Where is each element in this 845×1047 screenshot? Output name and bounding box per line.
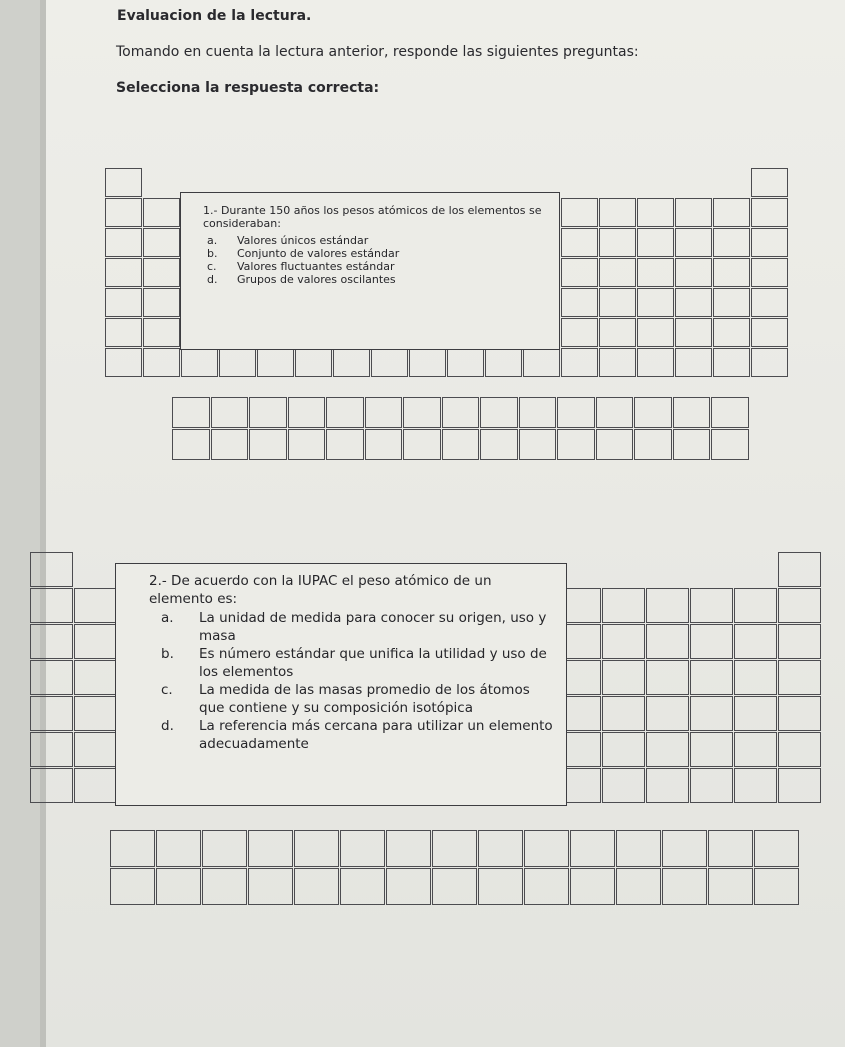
element-cell	[675, 288, 712, 317]
element-cell	[105, 348, 142, 377]
f-block-cell	[442, 429, 480, 460]
element-cell	[105, 258, 142, 287]
f-block-cell	[662, 868, 707, 905]
page-margin-line	[40, 0, 46, 1047]
element-cell	[105, 198, 142, 227]
element-cell	[637, 348, 674, 377]
option-letter: a.	[161, 610, 174, 626]
option-letter: d.	[207, 273, 218, 286]
question-2-option-d[interactable]	[161, 717, 556, 753]
f-block-cell	[711, 429, 749, 460]
element-cell	[778, 768, 821, 803]
element-cell	[637, 288, 674, 317]
f-block-cell	[480, 397, 518, 428]
question-1-stem: 1.- Durante 150 años los pesos atómicos de los elementos se consideraban:	[203, 204, 542, 230]
element-cell	[734, 624, 777, 659]
element-cell	[602, 588, 645, 623]
element-cell	[675, 258, 712, 287]
element-cell	[74, 768, 117, 803]
element-cell	[143, 288, 180, 317]
element-cell	[599, 288, 636, 317]
f-block-cell	[249, 429, 287, 460]
element-cell	[523, 348, 560, 377]
element-cell	[734, 696, 777, 731]
element-cell	[561, 198, 598, 227]
option-text: Grupos de valores oscilantes	[237, 273, 396, 286]
element-cell	[485, 348, 522, 377]
f-block-cell	[432, 868, 477, 905]
f-block-cell	[340, 868, 385, 905]
option-letter: c.	[161, 682, 173, 698]
element-cell	[690, 588, 733, 623]
element-cell	[561, 318, 598, 347]
element-cell	[778, 696, 821, 731]
question-2-stem: 2.- De acuerdo con la IUPAC el peso atómico de un elemento es:	[149, 573, 492, 607]
f-block-cell	[172, 397, 210, 428]
element-cell	[30, 624, 73, 659]
element-cell	[602, 768, 645, 803]
element-cell	[713, 288, 750, 317]
element-cell	[778, 624, 821, 659]
f-block-cell	[616, 830, 661, 867]
f-block-cell	[248, 868, 293, 905]
element-cell	[602, 732, 645, 767]
option-letter: b.	[161, 646, 174, 662]
element-cell	[599, 318, 636, 347]
f-block-cell	[110, 868, 155, 905]
element-cell	[675, 198, 712, 227]
f-block-cell	[432, 830, 477, 867]
element-cell	[30, 588, 73, 623]
option-letter: b.	[207, 247, 218, 260]
element-cell	[30, 552, 73, 587]
question-1-option-b[interactable]	[207, 247, 547, 260]
element-cell	[599, 228, 636, 257]
f-block-cell	[326, 397, 364, 428]
option-letter: d.	[161, 718, 174, 734]
element-cell	[143, 348, 180, 377]
element-cell	[295, 348, 332, 377]
element-cell	[602, 696, 645, 731]
f-block-cell	[754, 830, 799, 867]
element-cell	[778, 552, 821, 587]
element-cell	[561, 258, 598, 287]
f-block-cell	[202, 868, 247, 905]
f-block-cell	[211, 397, 249, 428]
element-cell	[646, 768, 689, 803]
f-block-cell	[211, 429, 249, 460]
option-text: Valores únicos estándar	[237, 234, 369, 247]
element-cell	[30, 768, 73, 803]
element-cell	[219, 348, 256, 377]
option-text: Conjunto de valores estándar	[237, 247, 400, 260]
f-block-cell	[478, 830, 523, 867]
f-block-cell	[365, 397, 403, 428]
element-cell	[371, 348, 408, 377]
f-block-cell	[708, 868, 753, 905]
f-block-cell	[570, 830, 615, 867]
f-block-cell	[754, 868, 799, 905]
f-block-cell	[478, 868, 523, 905]
element-cell	[751, 198, 788, 227]
option-text: La unidad de medida para conocer su origen, uso y masa	[199, 610, 547, 644]
question-2-options	[161, 609, 556, 753]
f-block-cell	[386, 830, 431, 867]
f-block-cell	[340, 830, 385, 867]
element-cell	[751, 168, 788, 197]
element-cell	[30, 696, 73, 731]
f-block-cell	[634, 429, 672, 460]
element-cell	[778, 588, 821, 623]
element-cell	[713, 258, 750, 287]
question-1-option-a[interactable]	[207, 234, 547, 247]
f-block-cell	[403, 429, 441, 460]
f-block-cell	[294, 830, 339, 867]
element-cell	[105, 288, 142, 317]
section-subtitle: Selecciona la respuesta correcta:	[116, 80, 380, 96]
f-block-cell	[596, 429, 634, 460]
option-letter: a.	[207, 234, 218, 247]
element-cell	[105, 168, 142, 197]
element-cell	[713, 198, 750, 227]
element-cell	[599, 348, 636, 377]
f-block-cell	[294, 868, 339, 905]
element-cell	[751, 318, 788, 347]
element-cell	[646, 696, 689, 731]
element-cell	[734, 732, 777, 767]
question-2-option-c[interactable]	[161, 681, 556, 717]
element-cell	[646, 660, 689, 695]
element-cell	[751, 348, 788, 377]
element-cell	[74, 732, 117, 767]
f-block-cell	[519, 429, 557, 460]
f-block-cell	[480, 429, 518, 460]
element-cell	[257, 348, 294, 377]
question-1-options	[207, 234, 547, 286]
element-cell	[646, 624, 689, 659]
element-cell	[561, 228, 598, 257]
element-cell	[690, 696, 733, 731]
element-cell	[734, 660, 777, 695]
element-cell	[690, 624, 733, 659]
question-2-option-b[interactable]	[161, 645, 556, 681]
f-block-cell	[365, 429, 403, 460]
element-cell	[637, 198, 674, 227]
element-cell	[143, 318, 180, 347]
f-block-cell	[557, 429, 595, 460]
element-cell	[637, 228, 674, 257]
f-block-cell	[386, 868, 431, 905]
f-block-cell	[326, 429, 364, 460]
f-block-cell	[662, 830, 707, 867]
f-block-cell	[156, 830, 201, 867]
option-text: Valores fluctuantes estándar	[237, 260, 395, 273]
element-cell	[143, 258, 180, 287]
option-text: La medida de las masas promedio de los átomos que contiene y su composición isotópica	[199, 682, 530, 716]
element-cell	[602, 660, 645, 695]
element-cell	[74, 696, 117, 731]
element-cell	[105, 228, 142, 257]
f-block-cell	[708, 830, 753, 867]
f-block-cell	[557, 397, 595, 428]
element-cell	[690, 732, 733, 767]
f-block-cell	[288, 429, 326, 460]
f-block-cell	[288, 397, 326, 428]
element-cell	[637, 258, 674, 287]
f-block-cell	[172, 429, 210, 460]
element-cell	[105, 318, 142, 347]
element-cell	[713, 348, 750, 377]
element-cell	[646, 732, 689, 767]
element-cell	[599, 198, 636, 227]
element-cell	[74, 660, 117, 695]
f-block-cell	[634, 397, 672, 428]
element-cell	[675, 228, 712, 257]
element-cell	[778, 660, 821, 695]
f-block-cell	[156, 868, 201, 905]
question-2-box	[115, 563, 567, 806]
page-title: Evaluacion de la lectura.	[117, 8, 312, 24]
element-cell	[74, 624, 117, 659]
element-cell	[602, 624, 645, 659]
element-cell	[778, 732, 821, 767]
f-block-cell	[596, 397, 634, 428]
f-block-cell	[616, 868, 661, 905]
element-cell	[713, 318, 750, 347]
element-cell	[333, 348, 370, 377]
element-cell	[561, 288, 598, 317]
element-cell	[599, 258, 636, 287]
element-cell	[713, 228, 750, 257]
element-cell	[646, 588, 689, 623]
f-block-cell	[110, 830, 155, 867]
question-2-option-a[interactable]	[161, 609, 556, 645]
f-block-cell	[524, 868, 569, 905]
element-cell	[675, 318, 712, 347]
element-cell	[74, 588, 117, 623]
f-block-cell	[570, 868, 615, 905]
f-block-cell	[249, 397, 287, 428]
element-cell	[143, 198, 180, 227]
element-cell	[30, 660, 73, 695]
element-cell	[690, 768, 733, 803]
f-block-cell	[673, 429, 711, 460]
element-cell	[734, 588, 777, 623]
element-cell	[143, 228, 180, 257]
f-block-cell	[403, 397, 441, 428]
f-block-cell	[248, 830, 293, 867]
element-cell	[751, 288, 788, 317]
f-block-cell	[524, 830, 569, 867]
element-cell	[561, 348, 598, 377]
question-1-option-d[interactable]	[207, 273, 547, 286]
option-letter: c.	[207, 260, 217, 273]
element-cell	[447, 348, 484, 377]
instruction-text: Tomando en cuenta la lectura anterior, responde las siguientes preguntas:	[116, 44, 639, 60]
f-block-cell	[202, 830, 247, 867]
element-cell	[409, 348, 446, 377]
element-cell	[181, 348, 218, 377]
question-1-box	[180, 192, 560, 350]
element-cell	[751, 258, 788, 287]
element-cell	[734, 768, 777, 803]
element-cell	[675, 348, 712, 377]
f-block-cell	[442, 397, 480, 428]
question-1-option-c[interactable]	[207, 260, 547, 273]
element-cell	[637, 318, 674, 347]
element-cell	[30, 732, 73, 767]
f-block-cell	[519, 397, 557, 428]
element-cell	[751, 228, 788, 257]
option-text: La referencia más cercana para utilizar un elemento adecuadamente	[199, 718, 553, 752]
f-block-cell	[673, 397, 711, 428]
element-cell	[690, 660, 733, 695]
f-block-cell	[711, 397, 749, 428]
option-text: Es número estándar que unifica la utilidad y uso de los elementos	[199, 646, 547, 680]
